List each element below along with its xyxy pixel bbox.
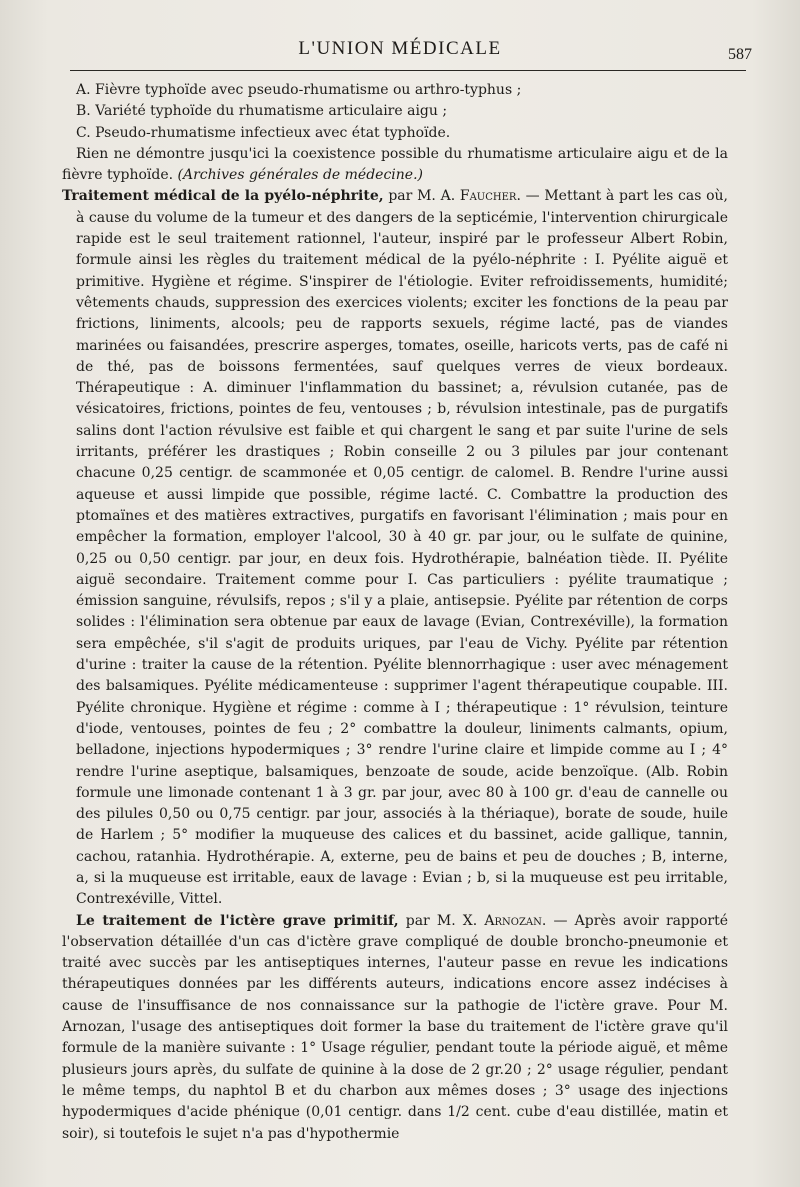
article-body (62, 80, 728, 1145)
author-name: Faucher (459, 188, 517, 205)
author-prefix: par M. A. (383, 188, 460, 205)
section-title-ictere-grave: Le traitement de l'ictère grave primitif, (76, 912, 399, 929)
paragraph-conclusion (62, 144, 728, 187)
page-number: 587 (728, 46, 752, 63)
author-name: Arnozan (484, 912, 542, 929)
header-rule (70, 70, 746, 71)
source-citation: (Archives générales de médecine.) (177, 167, 423, 184)
running-title: L'UNION MÉDICALE (298, 38, 502, 59)
paragraph-ictere-grave-text: . — Après avoir rapporté l'observation détaillée d'un cas d'ictère grave compliqué de double broncho-pneumonie et traité avec succès par les antiseptiques internes, l'auteur passe en revue les indications thérapeutiques données par les différents auteurs, indications encore assez indécises à cause de l'insuffisance de nos connaissance sur la pathogie de l'ictère grave. Pour M. Arnozan, l'usage des antiseptiques doit former la base du traitement de l'ictère grave qu'il formule de la manière suivante : 1° Usage régulier, pendant toute la période aiguë, et même plusieurs jours après, du sulfate de quinine à la dose de 2 gr.20 ; 2° usage régulier, pendant le même temps, du naphtol B et du charbon aux mêmes doses ; 3° usage des injections hypodermiques d'acide phénique (0,01 centigr. dans 1/2 cent. cube d'eau distillée, matin et soir), si toutefois le sujet n'a pas d'hypothermie (62, 912, 728, 1142)
running-head (0, 38, 800, 68)
paragraph-pyelo-nephrite-text: . — Mettant à part les cas où, à cause du volume de la tumeur et des dangers de la septicémie, l'intervention chirurgicale rapide est le seul traitement rationnel, l'auteur, inspiré par le professeur Albert Robin, formule ainsi les règles du traitement médical de la pyélo-néphrite : I. Pyélite aiguë et primitive. Hygiène et régime. S'inspirer de l'étiologie. Eviter refroidissements, humidité; vêtements chauds, suppression des exercices violents; exciter les fonctions de la peau par frictions, liniments, alcools; peu de rapports sexuels, régime lacté, pas de viandes marinées ou faisandées, prescrire asperges, tomates, oseille, haricots verts, pas de café ni de thé, pas de boissons fermentées, sauf quelques verres de vieux bordeaux. Thérapeutique : A. diminuer l'inflammation du bassinet; a, révulsion cutanée, pas de vésicatoires, frictions, pointes de feu, ventouses ; b, révulsion intestinale, pas de purgatifs salins dont l'action révulsive est faible et qui chargent le sang et par suite l'urine de sels irritants, préférer les drastiques ; Robin conseille 2 ou 3 pilules par jour contenant chacune 0,25 centigr. de scammonée et 0,05 centigr. de calomel. B. Rendre l'urine aussi aqueuse et aussi limpide que possible, régime lacté. C. Combattre la production des ptomaïnes et des matières extractives, purgatifs en favorisant l'élimination ; mais pour en empêcher la formation, employer l'alcool, 30 à 40 gr. par jour, ou le sulfate de quinine, 0,25 ou 0,50 centigr. par jour, en deux fois. Hydrothérapie, balnéation tiède. II. Pyélite aiguë secondaire. Traitement comme pour I. Cas particuliers : pyélite traumatique ; émission sanguine, révulsifs, repos ; s'il y a plaie, antisepsie. Pyélite par rétention de corps solides : l'élimination sera obtenue par eaux de lavage (Evian, Contrexéville), la formation sera empêchée, s'il s'agit de produits uriques, par l'eau de Vichy. Pyélite par rétention d'urine : traiter la cause de la rétention. Pyélite blennorrhagique : user avec ménagement des balsamiques. Pyélite médicamenteuse : supprimer l'agent thérapeutique coupable. III. Pyélite chronique. Hygiène et régime : comme à I ; thérapeutique : 1° révulsion, teinture d'iode, ventouses, pointes de feu ; 2° combattre la douleur, liniments calmants, opium, belladone, injections hypodermiques ; 3° rendre l'urine claire et limpide comme au I ; 4° rendre l'urine aseptique, balsamiques, benzoate de soude, acide benzoïque. (Alb. Robin formule une limonade contenant 1 à 3 gr. par jour, avec 80 à 100 gr. d'eau de cannelle ou des pilules 0,50 ou 0,75 centigr. par jour, associés à la thériaque), borate de soude, huile de Harlem ; 5° modifier la muqueuse des calices et du bassinet, acide gallique, tannin, cachou, ratanhia. Hydrothérapie. A, externe, peu de bains et peu de douches ; B, interne, a, si la muqueuse est irritable, eaux de lavage : Evian ; b, si la muqueuse est peu irritable, Contrexéville, Vittel. (76, 188, 729, 908)
author-prefix: par M. X. (398, 912, 485, 929)
section-title-pyelo-nephrite: Traitement médical de la pyélo-néphrite, (62, 188, 384, 205)
paragraph-conclusion-text: Rien ne démontre jusqu'ici la coexistence possible du rhumatisme articulaire aigu et de la fièvre typhoïde. (62, 145, 728, 184)
list-item-c: C. Pseudo-rhumatisme infectieux avec état typhoïde. (76, 124, 451, 141)
paragraph-pyelo-nephrite (62, 186, 728, 910)
list-item-a: A. Fièvre typhoïde avec pseudo-rhumatisme ou arthro-typhus ; (76, 82, 522, 98)
paragraph-ictere-grave (62, 911, 728, 1145)
list-item-b: B. Variété typhoïde du rhumatisme articulaire aigu ; (76, 103, 448, 120)
